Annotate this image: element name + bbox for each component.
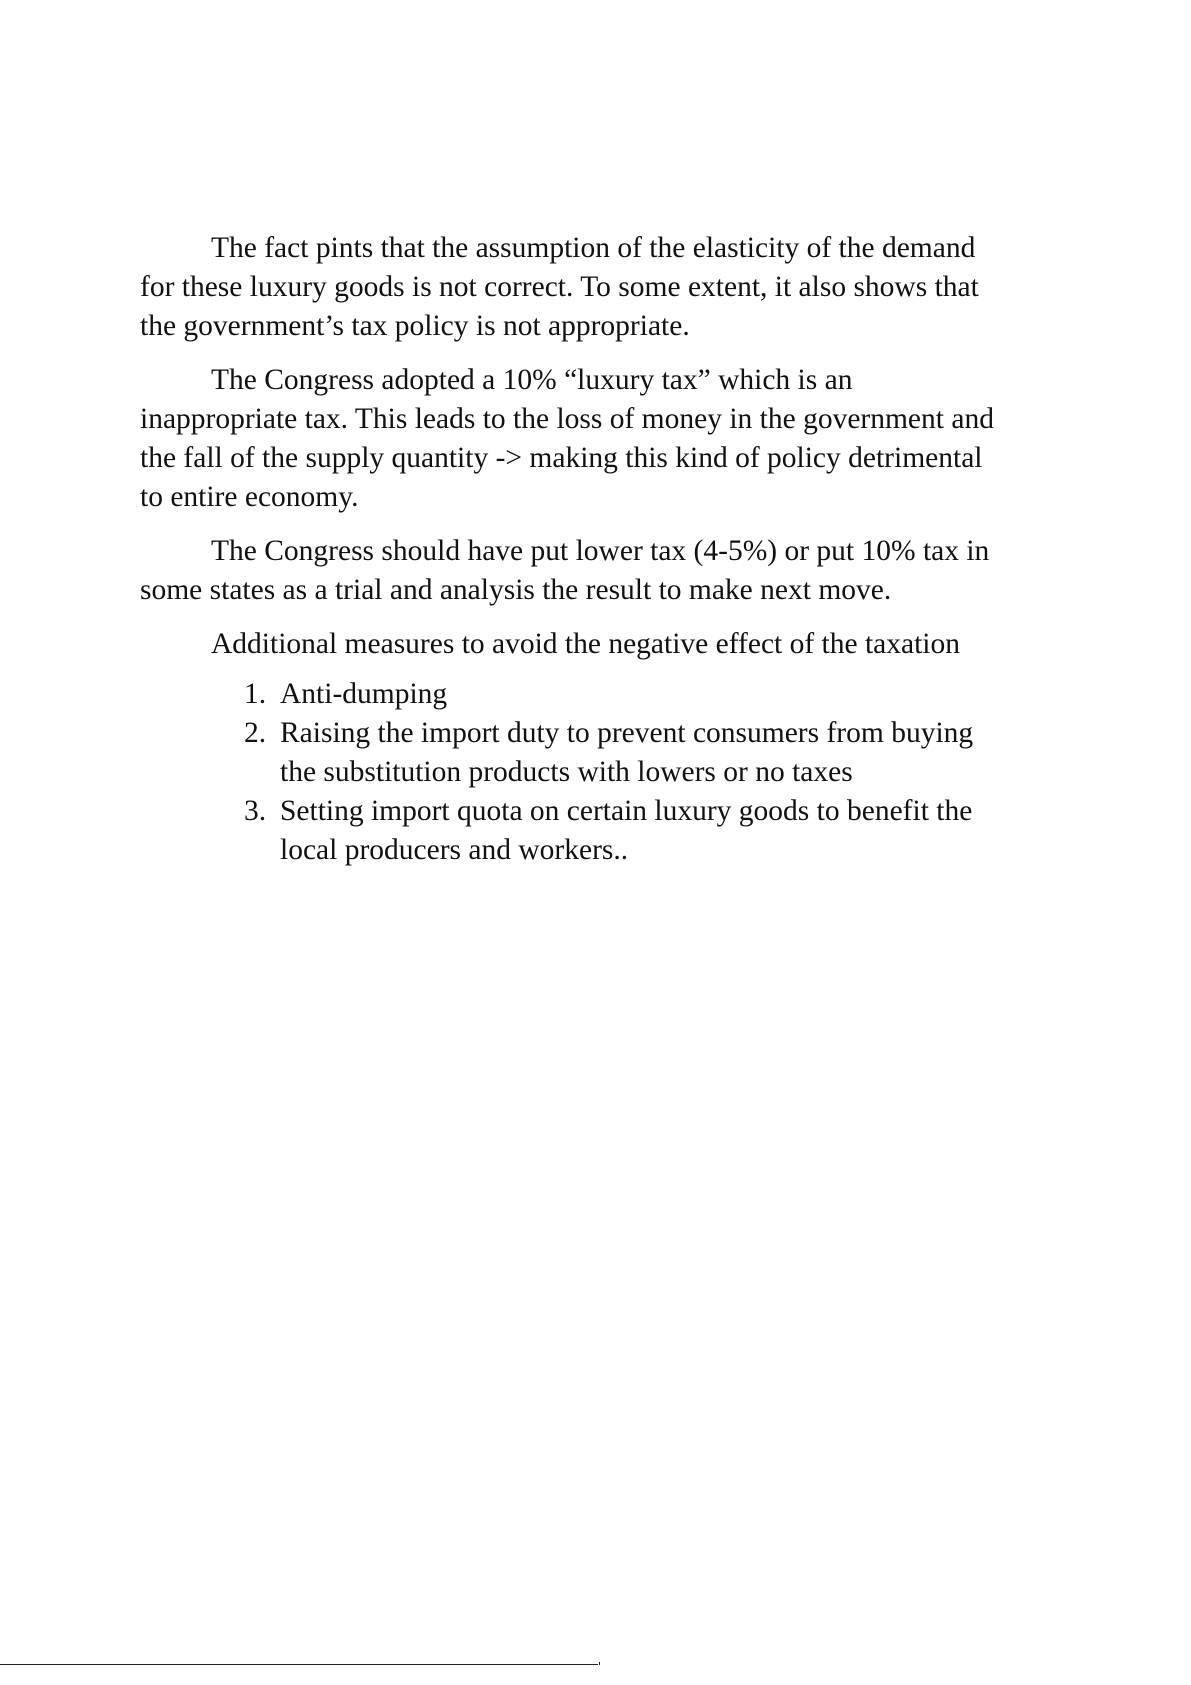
paragraph-line: The Congress should have put lower tax (4-5%) or put 10% tax in [211, 535, 990, 567]
list-item [244, 714, 1050, 792]
paragraph-line: some states as a trial and analysis the result to make next move. [140, 574, 892, 606]
list-item [244, 675, 1050, 714]
paragraph-elasticity [140, 229, 1050, 346]
measures-list [244, 675, 1050, 870]
paragraph-line: The Congress adopted a 10% “luxury tax” which is an [211, 364, 853, 396]
paragraph-line: Additional measures to avoid the negative effect of the taxation [211, 628, 960, 660]
paragraph-recommendation [140, 532, 1050, 610]
list-number: 3. [244, 795, 267, 827]
list-line: Raising the import duty to prevent consumers from buying [280, 717, 974, 749]
paragraph-line: the fall of the supply quantity -> making this kind of policy detrimental [140, 442, 983, 474]
paragraph-luxury-tax [140, 361, 1050, 517]
document-body [140, 229, 1050, 870]
paragraph-line: The fact pints that the assumption of the elasticity of the demand [211, 232, 976, 264]
list-number: 2. [244, 717, 267, 749]
paragraph-additional-measures [140, 625, 1050, 664]
paragraph-line: inappropriate tax. This leads to the loss of money in the government and [140, 403, 994, 435]
list-text [280, 792, 1050, 870]
list-line: Anti-dumping [280, 678, 448, 710]
list-text [280, 714, 1050, 792]
list-text [280, 675, 1050, 714]
list-item [244, 792, 1050, 870]
footnote-separator-tick [599, 1662, 600, 1665]
paragraph-line: the government’s tax policy is not appropriate. [140, 310, 690, 342]
paragraph-line: for these luxury goods is not correct. To some extent, it also shows that [140, 271, 979, 303]
paragraph-line: to entire economy. [140, 481, 359, 513]
list-line: Setting import quota on certain luxury goods to benefit the [280, 795, 973, 827]
list-line: local producers and workers.. [280, 834, 629, 866]
list-line: the substitution products with lowers or no taxes [280, 756, 853, 788]
footnote-separator-rule [0, 1664, 598, 1665]
list-number: 1. [244, 678, 267, 710]
